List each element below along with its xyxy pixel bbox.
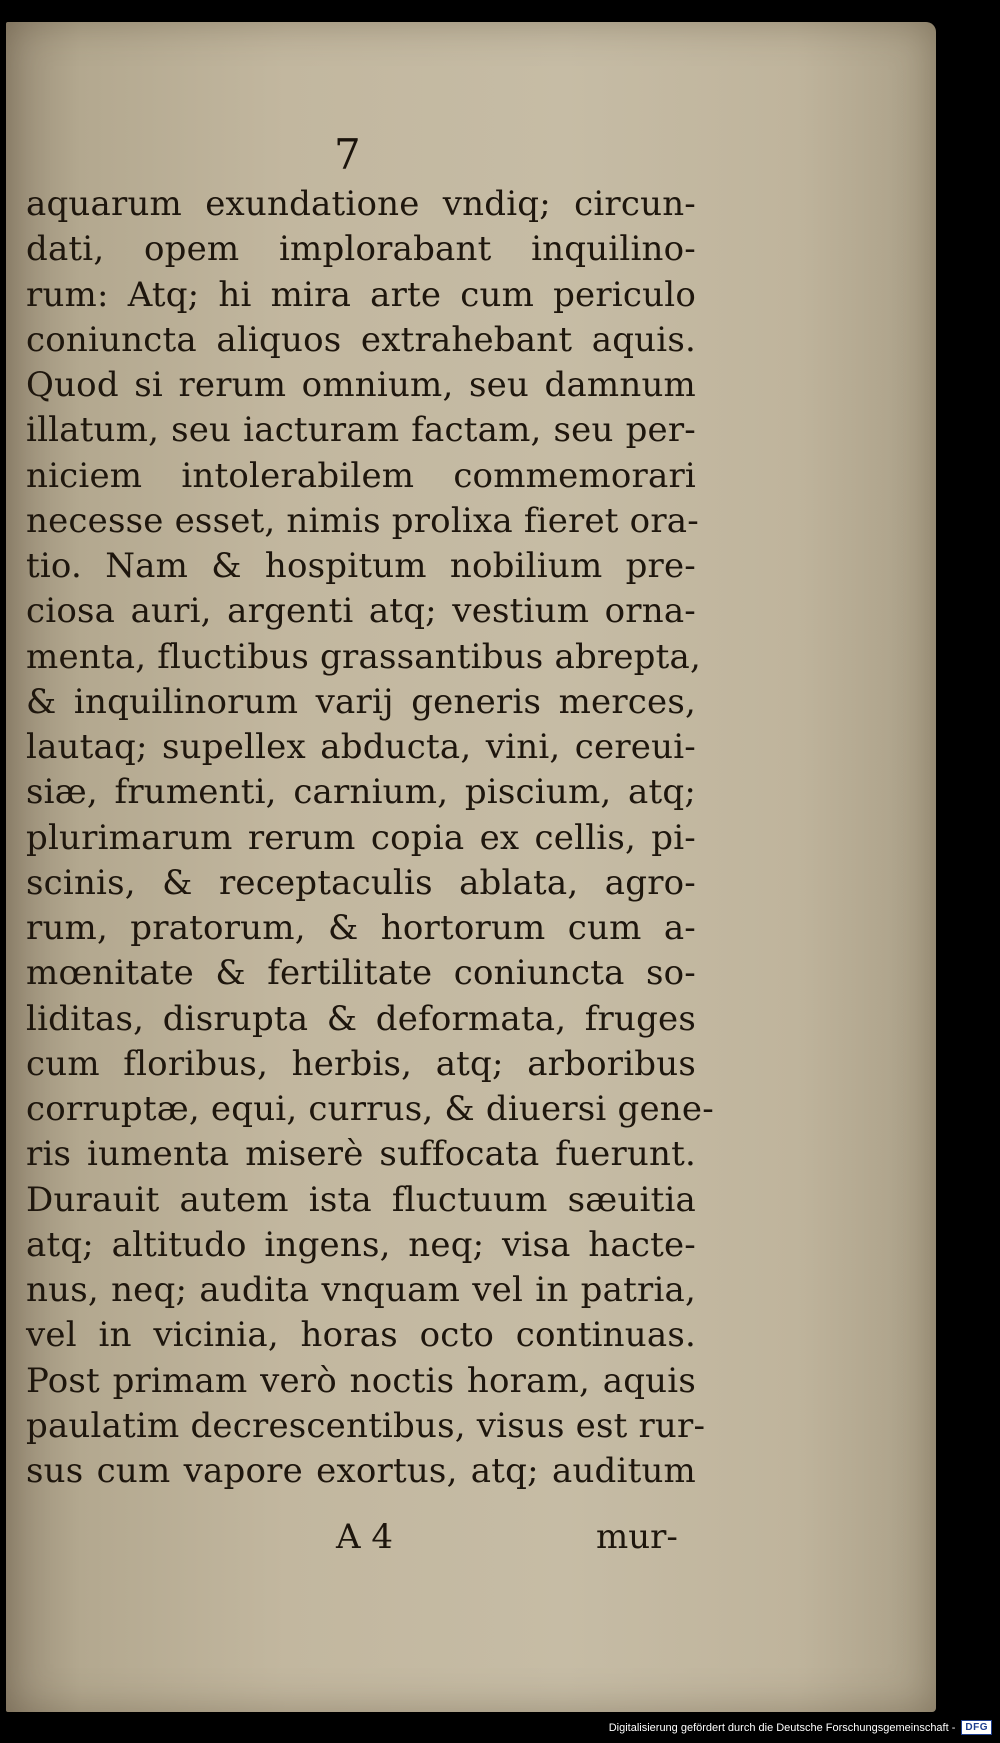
text-line: siæ, frumenti, carnium, piscium, atq; [26, 772, 696, 813]
text-line: & inquilinorum varij generis merces, [26, 681, 696, 722]
text-line: coniuncta aliquos extrahebant aquis. [26, 319, 696, 360]
text-line: scinis, & receptaculis ablata, agro- [26, 862, 696, 903]
text-line: lautaq; supellex abducta, vini, cereui- [26, 727, 696, 767]
text-line: tio. Nam & hospitum nobilium pre- [26, 546, 696, 586]
text-block [26, 182, 714, 1494]
text-line: Durauit autem ista fluctuum sæuitia [26, 1179, 696, 1220]
text-line: menta, fluctibus grassantibus abrepta, [26, 636, 701, 677]
text-line: necesse esset, nimis prolixa fieret ora- [26, 500, 699, 541]
text-line: dati, opem implorabant inquilino- [26, 229, 696, 270]
text-line: Post primam verò noctis horam, aquis [26, 1360, 696, 1401]
text-line: niciem intolerabilem commemorari [26, 455, 696, 496]
catchword: mur- [596, 1517, 678, 1557]
book-page [6, 22, 936, 1712]
text-line: cum floribus, herbis, atq; arboribus [26, 1043, 696, 1084]
text-line: atq; altitudo ingens, neq; visa hacte- [26, 1224, 696, 1265]
text-line: sus cum vapore exortus, atq; auditum [26, 1451, 696, 1491]
text-line: vel in vicinia, horas octo continuas. [26, 1315, 696, 1356]
dfg-logo-icon: DFG [961, 1720, 992, 1735]
credit-text: Digitalisierung gefördert durch die Deutsche Forschungsgemeinschaft - [608, 1721, 956, 1734]
page-number: 7 [334, 130, 361, 179]
digitization-credit [609, 1720, 992, 1735]
text-line: rum: Atq; hi mira arte cum periculo [26, 274, 696, 315]
text-line: aquarum exundatione vndiq; circun- [26, 184, 696, 224]
text-line: liditas, disrupta & deformata, fruges [26, 998, 696, 1039]
text-line: Quod si rerum omnium, seu damnum [26, 365, 696, 405]
text-line: corruptæ, equi, currus, & diuersi gene- [26, 1089, 714, 1129]
text-line: nus, neq; audita vnquam vel in patria, [26, 1270, 696, 1310]
text-line: plurimarum rerum copia ex cellis, pi- [26, 817, 696, 858]
text-line: mœnitate & fertilitate coniuncta so- [26, 953, 696, 994]
text-line: ris iumenta miserè suffocata fuerunt. [26, 1134, 696, 1175]
text-line: ciosa auri, argenti atq; vestium orna- [26, 591, 696, 632]
text-line: paulatim decrescentibus, visus est rur- [26, 1405, 706, 1446]
text-line: rum, pratorum, & hortorum cum a- [26, 908, 696, 948]
signature-mark: A 4 [336, 1517, 393, 1557]
text-line: illatum, seu iacturam factam, seu per- [26, 410, 696, 451]
